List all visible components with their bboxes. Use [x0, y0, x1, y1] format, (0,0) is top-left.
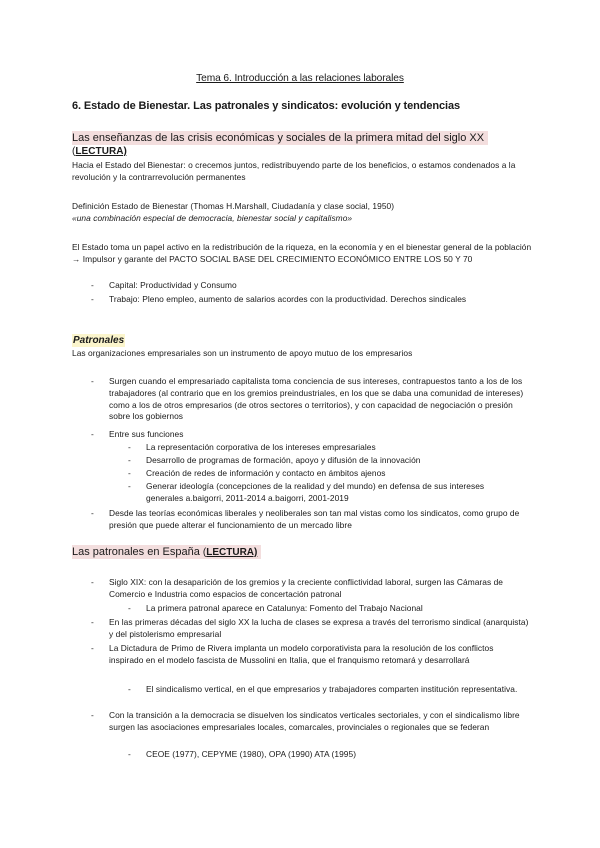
list-bullet: -: [91, 376, 94, 386]
list-item: En las primeras décadas del siglo XX la lucha de clases se expresa a través del terrorismo sindical (anarquista) y del pistolerismo empresarial: [109, 617, 529, 639]
list-bullet: -: [91, 577, 94, 587]
lectura-link-1[interactable]: (LECTURA): [72, 146, 127, 157]
sublist-item: Generar ideología (concepciones de la realidad y del mundo) en defensa de sus intereses generales a.baigorri, 2011-2014 a.baigorri, 2001-2019: [146, 481, 485, 503]
patronales-intro: Las organizaciones empresariales son un instrumento de apoyo mutuo de los empresarios: [72, 348, 413, 358]
list-item: Desde las teorías económicas liberales y neoliberales son tan mal vistas como los sindicatos, como grupo de presión que puede alterar el funcionamiento de un mercado libre: [109, 508, 520, 530]
crisis-paragraph: Hacia el Estado del Bienestar: o crecemos juntos, redistribuyendo parte de los beneficios, o estamos condenados a la revolución y la contrarrevolución permanentes: [72, 160, 516, 182]
list-bullet: -: [91, 617, 94, 627]
sublist-bullet: -: [128, 442, 131, 452]
estado-paragraph: El Estado toma un papel activo en la redistribución de la riqueza, en la economía y en el bienestar general de la población → Impulsor y garante del PACTO SOCIAL BASE DEL CRECIMIENTO ECONÓMICO ENTRE LOS 50 Y 70: [72, 242, 532, 264]
sublist-item: CEOE (1977), CEPYME (1980), OPA (1990) ATA (1995): [146, 749, 357, 759]
sublist-bullet: -: [128, 481, 131, 491]
list-bullet: -: [91, 710, 94, 720]
subheading-crisis: Las enseñanzas de las crisis económicas y sociales de la primera mitad del siglo XX: [72, 131, 488, 145]
sublist-bullet: -: [128, 455, 131, 465]
list-item: Capital: Productividad y Consumo: [109, 280, 237, 290]
sublist-bullet: -: [128, 468, 131, 478]
list-bullet: -: [91, 508, 94, 518]
subheading-espana: Las patronales en España (LECTURA): [72, 545, 261, 559]
list-item: La Dictadura de Primo de Rivera implanta un modelo corporativista para la resolución de los conflictos inspirado en el modelo fascista de Mussolini en Italia, que el franquismo retomará y desarrollará: [109, 643, 494, 665]
sublist-item: La primera patronal aparece en Catalunya: Fomento del Trabajo Nacional: [146, 603, 423, 613]
lectura-link-2[interactable]: LECTURA): [206, 547, 258, 558]
document-title: Tema 6. Introducción a las relaciones laborales: [196, 73, 404, 84]
list-item: Siglo XIX: con la desaparición de los gremios y la creciente conflictividad laboral, surgen las Cámaras de Comercio e Industria como espacios de concertación patronal: [109, 577, 504, 599]
list-item: Surgen cuando el empresariado capitalista toma conciencia de sus intereses, contrapuestos tanto a los de los trabajadores (al contrario que en los gremios preindustriales, en los que se daba una comunidad de intereses) como a los de otros empresarios (de otros sectores o territorios), y con capacidad de negociación o presión sobre los gobiernos: [109, 376, 524, 422]
list-bullet: -: [91, 294, 94, 304]
list-bullet: -: [91, 280, 94, 290]
list-item: Trabajo: Pleno empleo, aumento de salarios acordes con la productividad. Derechos sindicales: [109, 294, 467, 304]
sublist-bullet: -: [128, 603, 131, 613]
sublist-item: El sindicalismo vertical, en el que empresarios y trabajadores comparten institución representativa.: [146, 684, 518, 694]
list-item: Con la transición a la democracia se disuelven los sindicatos verticales sectoriales, y con el sindicalismo libre surgen las asociaciones empresariales locales, comarcales, provinciales o regionales que se federan: [109, 710, 520, 732]
list-bullet: -: [91, 429, 94, 439]
sublist-item: Desarrollo de programas de formación, apoyo y difusión de la innovación: [146, 455, 421, 465]
patronales-heading: Patronales: [73, 335, 125, 346]
section-heading: 6. Estado de Bienestar. Las patronales y sindicatos: evolución y tendencias: [72, 100, 461, 112]
list-bullet: -: [91, 643, 94, 653]
definition-line: Definición Estado de Bienestar (Thomas H.Marshall, Ciudadanía y clase social, 1950): [72, 201, 395, 211]
sublist-bullet: -: [128, 749, 131, 759]
sublist-item: Creación de redes de información y contacto en ámbitos ajenos: [146, 468, 386, 478]
definition-quote: «una combinación especial de democracia, bienestar social y capitalismo»: [72, 213, 353, 223]
sublist-item: La representación corporativa de los intereses empresariales: [146, 442, 376, 452]
sublist-bullet: -: [128, 684, 131, 694]
list-item: Entre sus funciones: [109, 429, 184, 439]
